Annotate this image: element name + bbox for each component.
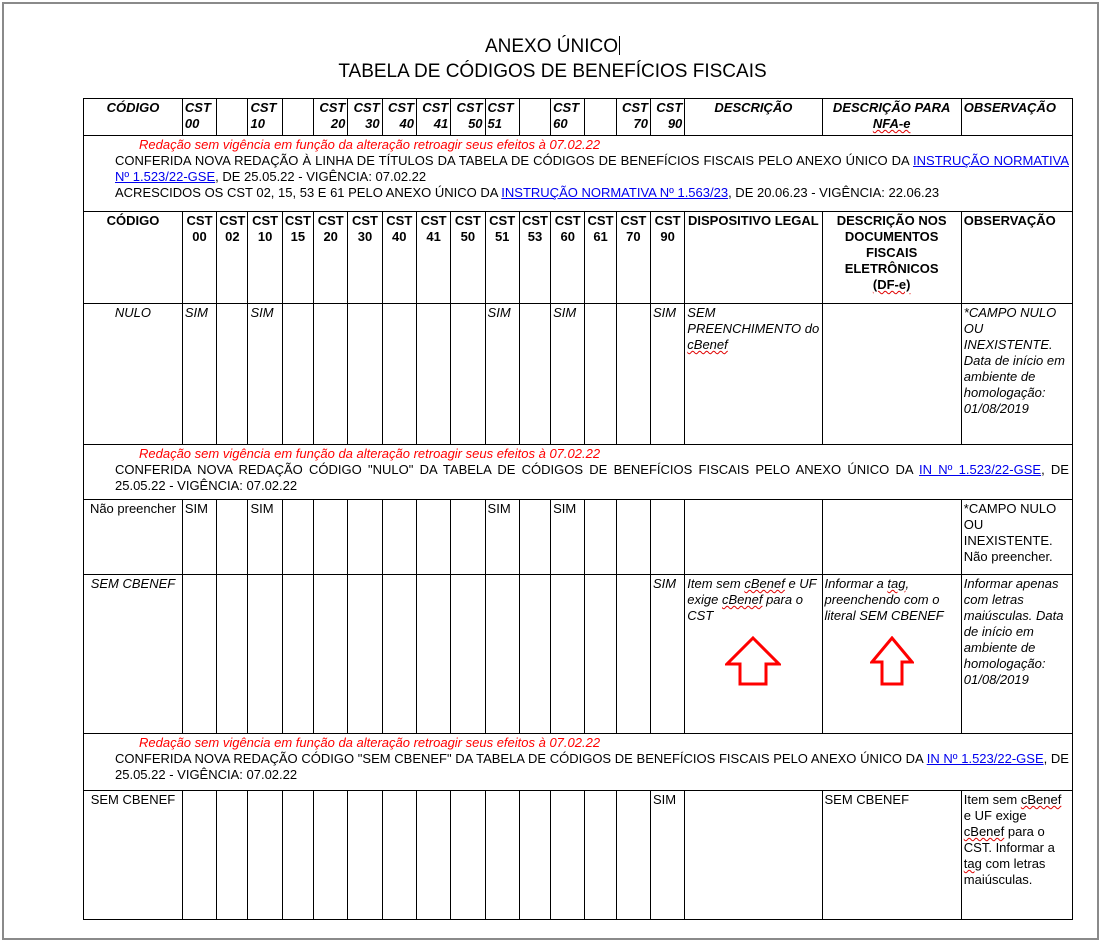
- hdr-descricao: DESCRIÇÃO: [685, 99, 822, 136]
- cell-codigo: Não preencher: [84, 500, 183, 575]
- cell-sim: SIM: [485, 304, 519, 445]
- hdr-descricao-documentos: DESCRIÇÃO NOS DOCUMENTOS FISCAIS ELETRÔNICOS (DF-e): [822, 212, 961, 304]
- cell-descricao: SEM CBENEF: [822, 791, 961, 920]
- hdr-empty: [217, 99, 248, 136]
- hdr-cst10: CST 10: [248, 212, 282, 304]
- hdr-cst90: CST 90: [650, 99, 684, 136]
- hdr-cst30: CST 30: [348, 99, 382, 136]
- hdr-cst61: CST 61: [585, 212, 616, 304]
- in-1523-link[interactable]: IN Nº 1.523/22-GSE: [919, 462, 1042, 477]
- hdr-cst70: CST 70: [616, 99, 650, 136]
- cell-codigo: SEM CBENEF: [84, 791, 183, 920]
- cell-observacao: Item sem cBenef e UF exige cBenef para o CST. Informar a tag com letras maiúsculas.: [961, 791, 1072, 920]
- no-effect-note: Redação sem vigência em função da alteração retroagir seus efeitos à 07.02.22: [139, 446, 601, 461]
- hdr-cst20: CST 20: [314, 99, 348, 136]
- cell-sim: SIM: [650, 304, 684, 445]
- cell-observacao: *CAMPO NULO OU INEXISTENTE. Data de início em ambiente de homologação: 01/08/2019: [961, 304, 1072, 445]
- hdr-codigo: CÓDIGO: [84, 99, 183, 136]
- cell-observacao: *CAMPO NULO OU INEXISTENTE. Não preencher.: [961, 500, 1072, 575]
- cell-sim: SIM: [182, 500, 216, 575]
- hdr-cst30: CST 30: [348, 212, 382, 304]
- hdr-cst15: CST 15: [282, 212, 313, 304]
- hdr-cst41: CST 41: [416, 212, 450, 304]
- hdr-cst40: CST 40: [382, 99, 416, 136]
- amendment-text: CONFERIDA NOVA REDAÇÃO CÓDIGO "SEM CBENEF" DA TABELA DE CÓDIGOS DE BENEFÍCIOS FISCAIS PELO ANEXO ÚNICO DA IN Nº 1.523/22-GSE, DE 25.05.22 - VIGÊNCIA: 07.02.22: [115, 751, 1069, 782]
- cell-sim: SIM: [485, 500, 519, 575]
- hdr-cst02: CST 02: [217, 212, 248, 304]
- hdr-cst00: CST 00: [182, 212, 216, 304]
- hdr-cst70: CST 70: [616, 212, 650, 304]
- hdr-empty: [282, 99, 313, 136]
- amendment-note-row: [84, 136, 1073, 212]
- hdr-observacao: OBSERVAÇÃO: [961, 212, 1072, 304]
- no-effect-note: Redação sem vigência em função da alteração retroagir seus efeitos à 07.02.22: [139, 735, 601, 750]
- cell-sim: SIM: [248, 500, 282, 575]
- hdr-empty: [519, 99, 550, 136]
- cell-codigo: NULO: [84, 304, 183, 445]
- hdr-cst51: CST 51: [485, 99, 519, 136]
- cell-sim: SIM: [650, 575, 684, 734]
- cell-codigo: SEM CBENEF: [84, 575, 183, 734]
- hdr-cst51: CST 51: [485, 212, 519, 304]
- cell-descricao: Informar a tag, preenchendo com o literal SEM CBENEF: [822, 575, 961, 734]
- hdr-codigo: CÓDIGO: [84, 212, 183, 304]
- hdr-descricao-nfa: DESCRIÇÃO PARA NFA-e: [822, 99, 961, 136]
- in-1523-link[interactable]: IN Nº 1.523/22-GSE: [926, 751, 1044, 766]
- hdr-cst10: CST 10: [248, 99, 282, 136]
- hdr-dispositivo-legal: DISPOSITIVO LEGAL: [685, 212, 822, 304]
- cell-sim: SIM: [248, 304, 282, 445]
- amendment-text: CONFERIDA NOVA REDAÇÃO CÓDIGO "NULO" DA TABELA DE CÓDIGOS DE BENEFÍCIOS FISCAIS PELO ANEXO ÚNICO DA IN Nº 1.523/22-GSE, DE 25.05.22 - VIGÊNCIA: 07.02.22: [115, 462, 1069, 493]
- cell-sim: SIM: [182, 304, 216, 445]
- table-row: [84, 500, 1073, 575]
- hdr-cst20: CST 20: [314, 212, 348, 304]
- hdr-cst53: CST 53: [519, 212, 550, 304]
- in-1563-link[interactable]: INSTRUÇÃO NORMATIVA Nº 1.563/23: [501, 185, 729, 200]
- hdr-empty: [585, 99, 616, 136]
- table-row: [84, 575, 1073, 734]
- amendment-text: CONFERIDA NOVA REDAÇÃO À LINHA DE TÍTULOS DA TABELA DE CÓDIGOS DE BENEFÍCIOS FISCAIS PELO ANEXO ÚNICO DA INSTRUÇÃO NORMATIVA Nº 1.523/22-GSE, DE 25.05.22 - VIGÊNCIA: 07.02.22: [115, 153, 1069, 184]
- cell-observacao: Informar apenas com letras maiúsculas. Data de início em ambiente de homologação: 01/08/2019: [961, 575, 1072, 734]
- header-row: [84, 212, 1073, 304]
- old-header-row: [84, 99, 1073, 136]
- table-title: TABELA DE CÓDIGOS DE BENEFÍCIOS FISCAIS: [338, 61, 767, 82]
- hdr-cst00: CST 00: [182, 99, 216, 136]
- amendment-text: ACRESCIDOS OS CST 02, 15, 53 E 61 PELO ANEXO ÚNICO DA INSTRUÇÃO NORMATIVA Nº 1.563/23, DE 20.06.23 - VIGÊNCIA: 22.06.23: [115, 185, 940, 200]
- annex-title: ANEXO ÚNICO: [484, 36, 619, 57]
- hdr-cst90: CST 90: [650, 212, 684, 304]
- in-1523-link[interactable]: INSTRUÇÃO NORMATIVA Nº 1.523/22-GSE: [115, 153, 1069, 184]
- hdr-observacao: OBSERVAÇÃO: [961, 99, 1072, 136]
- hdr-cst60: CST 60: [551, 212, 585, 304]
- table-row: [84, 304, 1073, 445]
- text-cursor: [619, 36, 620, 55]
- table-row: [84, 791, 1073, 920]
- up-arrow-icon: [725, 636, 781, 686]
- benefits-table: [83, 98, 1073, 920]
- hdr-cst60: CST 60: [551, 99, 585, 136]
- hdr-cst50: CST 50: [451, 212, 485, 304]
- cell-sim: SIM: [551, 304, 585, 445]
- cell-dispositivo: Item sem cBenef e UF exige cBenef para o CST: [685, 575, 822, 734]
- cell-dispositivo: SEM PREENCHIMENTO do cBenef: [685, 304, 822, 445]
- cell-sim: SIM: [650, 791, 684, 920]
- hdr-cst40: CST 40: [382, 212, 416, 304]
- hdr-cst50: CST 50: [451, 99, 485, 136]
- hdr-cst41: CST 41: [416, 99, 450, 136]
- cell-sim: SIM: [551, 500, 585, 575]
- up-arrow-icon: [870, 636, 914, 686]
- amendment-note-row: [84, 734, 1073, 791]
- amendment-note-row: [84, 445, 1073, 500]
- no-effect-note: Redação sem vigência em função da alteração retroagir seus efeitos à 07.02.22: [139, 137, 601, 152]
